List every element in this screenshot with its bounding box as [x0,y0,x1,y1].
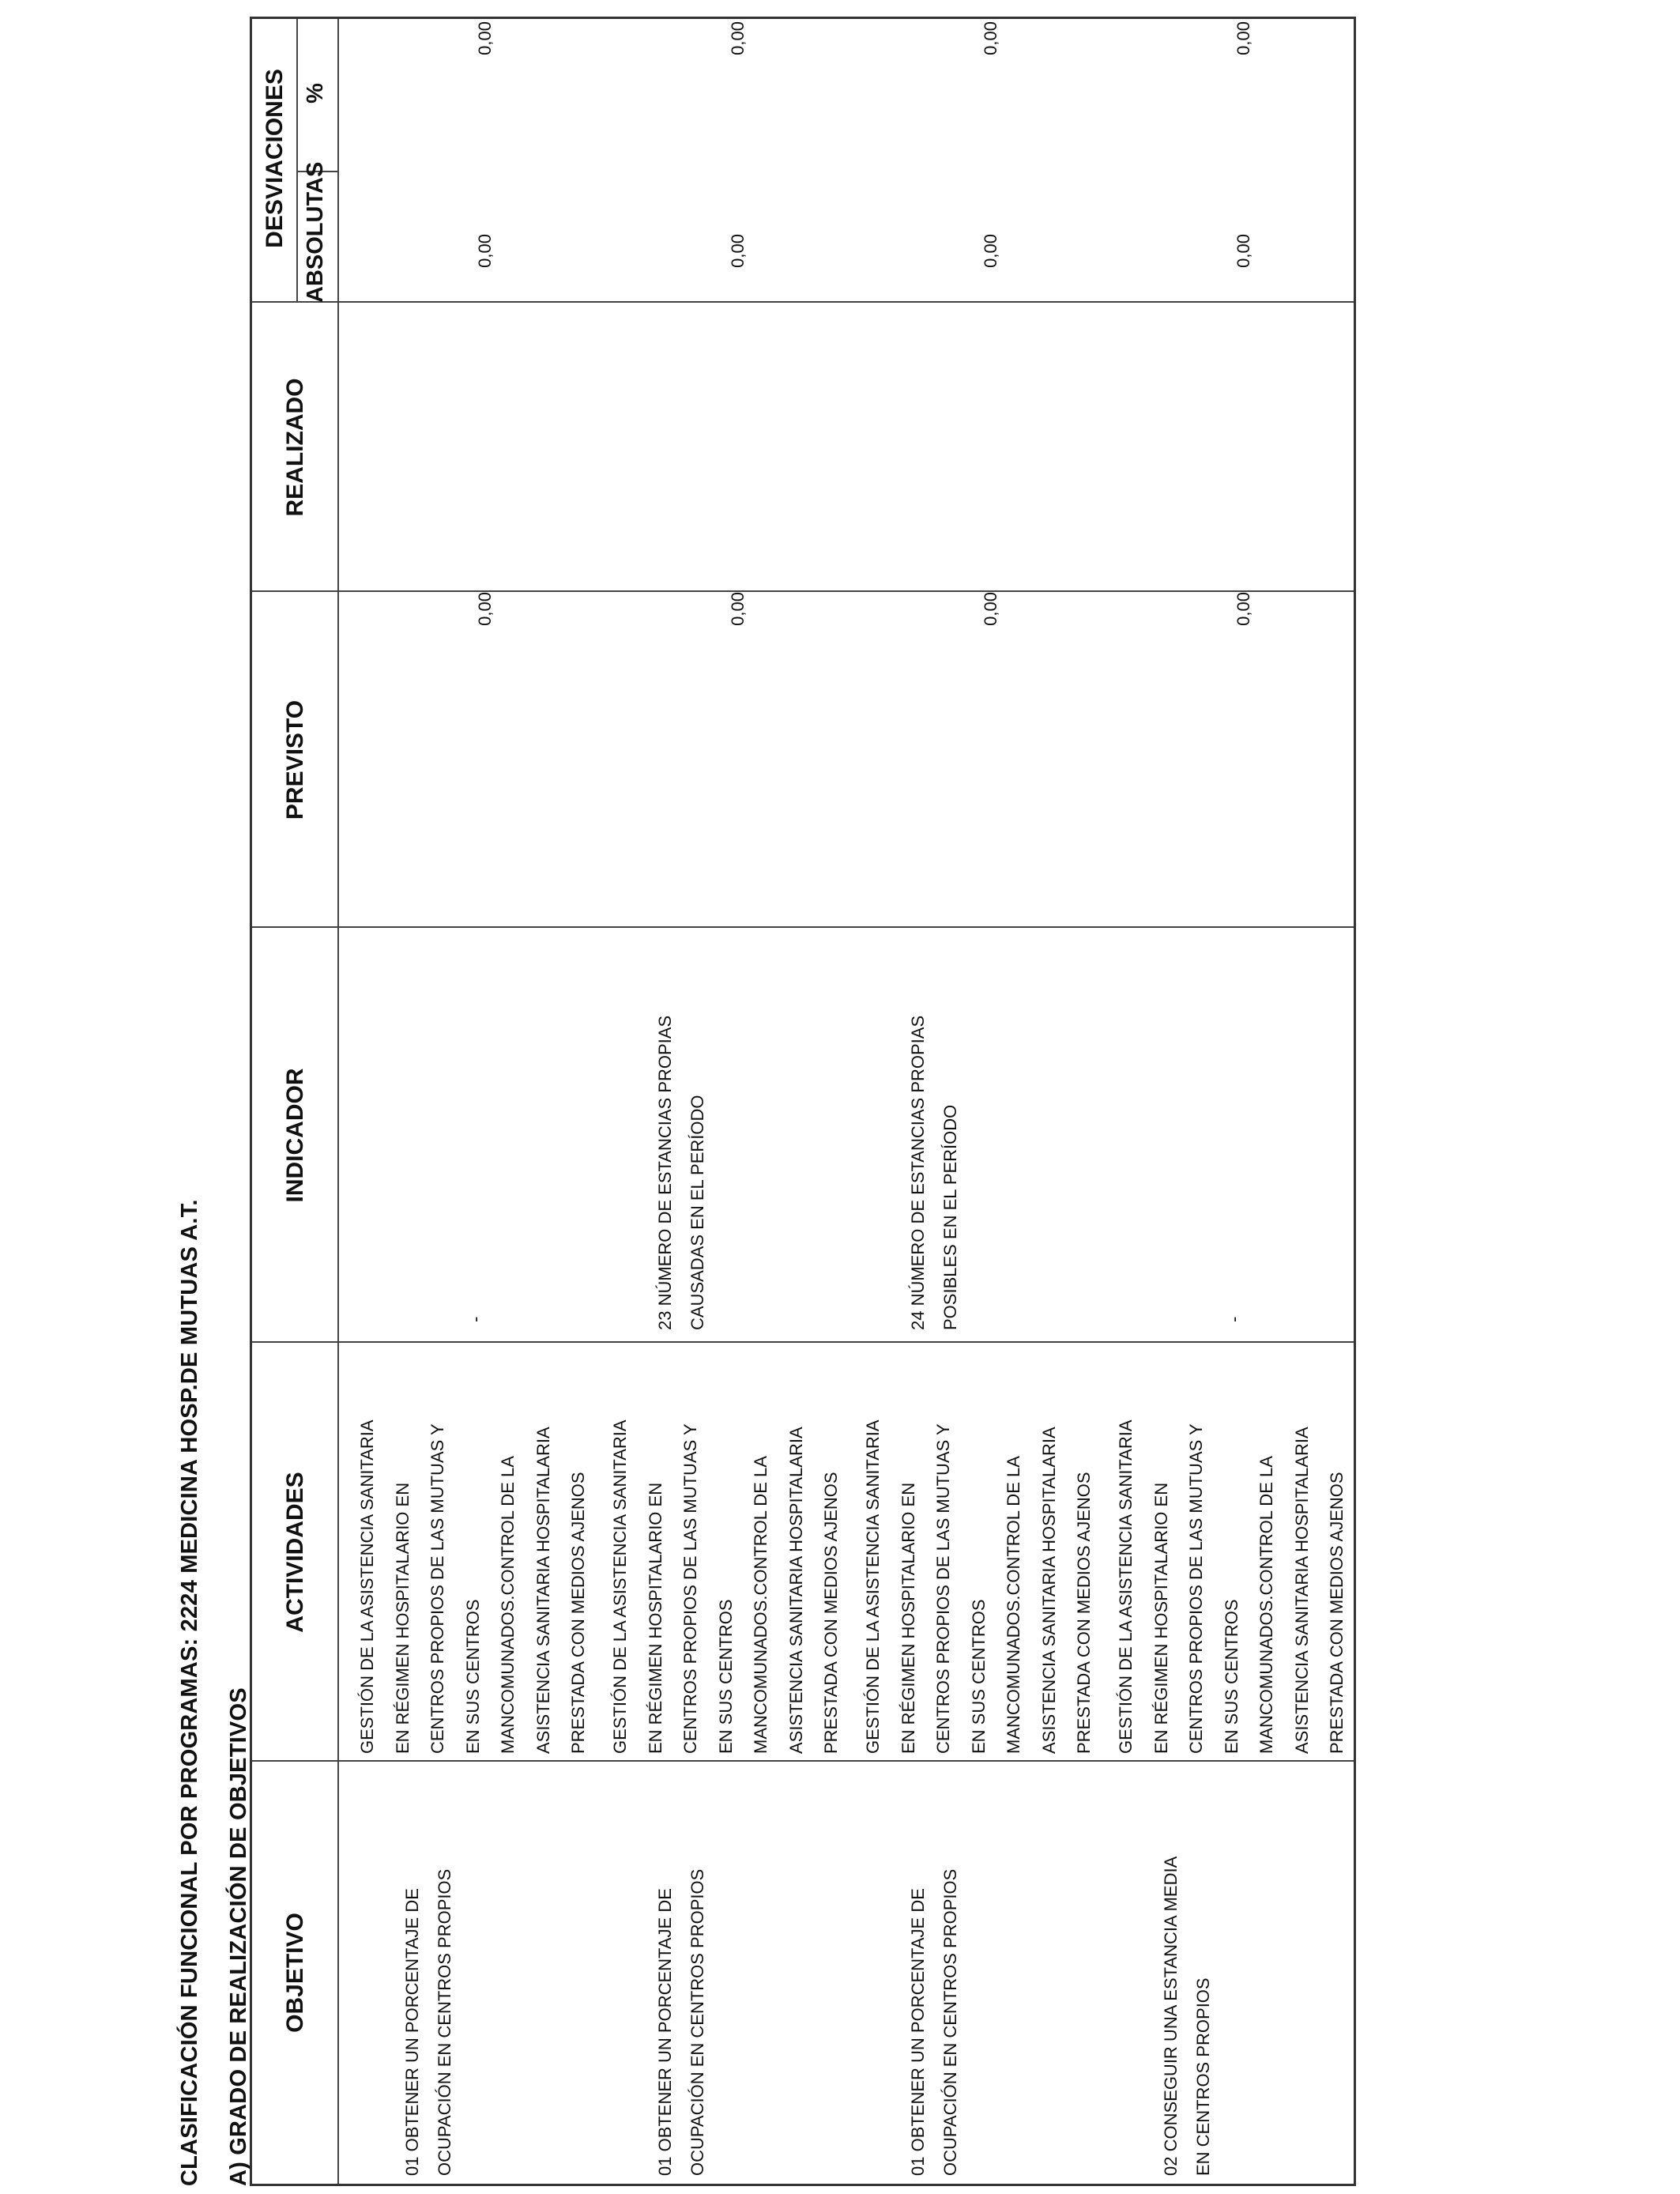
objective-cell: 01 OBTENER UN PORCENTAJE DE OCUPACIÓN EN CENTROS PROPIOS [908,1868,960,2176]
previsto-value: 0,00 [1234,592,1253,626]
indicator-cell: 24 NÚMERO DE ESTANCIAS PROPIAS POSIBLES EN EL PERÍODO [908,1015,960,1330]
header-absolutas: ABSOLUTAS [303,161,328,303]
porcentaje-value: 0,00 [475,21,495,55]
header-indicador: INDICADOR [282,1068,308,1203]
header-objetivo: OBJETIVO [282,1913,308,2033]
porcentaje-value: 0,00 [1234,21,1253,55]
header-previsto: PREVISTO [282,699,308,820]
objective-cell: 01 OBTENER UN PORCENTAJE DE OCUPACIÓN EN CENTROS PROPIOS [655,1868,707,2176]
porcentaje-value: 0,00 [728,21,748,55]
table-row [339,19,592,2184]
objective-cell: 01 OBTENER UN PORCENTAJE DE OCUPACIÓN EN CENTROS PROPIOS [402,1868,454,2176]
realizado-value: 0,00 [1234,234,1253,268]
table-row [845,19,1098,2184]
header-porcentaje: % [303,83,328,104]
header-realizado: REALIZADO [282,378,308,517]
objectives-table [250,17,1356,2186]
realizado-value: 0,00 [981,234,1000,268]
desviaciones-divider [296,19,298,303]
previsto-value: 0,00 [475,592,495,626]
realizado-value: 0,00 [728,234,748,268]
header-actividades: ACTIVIDADES [282,1472,308,1633]
indicator-cell: - [465,1316,485,1322]
objective-cell: 02 CONSEGUIR UNA ESTANCIA MEDIA EN CENTROS PROPIOS [1161,1856,1213,2176]
table-row [592,19,845,2184]
header-desviaciones: DESVIACIONES [262,69,288,248]
realizado-value: 0,00 [475,234,495,268]
previsto-value: 0,00 [981,592,1000,626]
table-row [1098,19,1350,2184]
indicator-cell: - [1224,1316,1244,1322]
activity-cell: GESTIÓN DE LA ASISTENCIA SANITARIA EN RÉGIMEN HOSPITALARIO EN CENTROS PROPIOS DE LAS MUTUAS Y EN SUS CENTROS MANCOMUNADOS.CONTROL DE LA ASISTENCIA SANITARIA HOSPITALARIA PRESTADA CON MEDIOS AJENOS [863,1419,1094,1754]
report-title: CLASIFICACIÓN FUNCIONAL POR PROGRAMAS: 2224 MEDICINA HOSP.DE MUTUAS A.T. [177,1199,202,2186]
indicator-cell: 23 NÚMERO DE ESTANCIAS PROPIAS CAUSADAS EN EL PERÍODO [655,1015,707,1330]
porcentaje-value: 0,00 [981,21,1000,55]
activity-cell: GESTIÓN DE LA ASISTENCIA SANITARIA EN RÉGIMEN HOSPITALARIO EN CENTROS PROPIOS DE LAS MUTUAS Y EN SUS CENTROS MANCOMUNADOS.CONTROL DE LA ASISTENCIA SANITARIA HOSPITALARIA PRESTADA CON MEDIOS AJENOS [357,1419,588,1754]
table-body [339,19,1354,2184]
activity-cell: GESTIÓN DE LA ASISTENCIA SANITARIA EN RÉGIMEN HOSPITALARIO EN CENTROS PROPIOS DE LAS MUTUAS Y EN SUS CENTROS MANCOMUNADOS.CONTROL DE LA ASISTENCIA SANITARIA HOSPITALARIA PRESTADA CON MEDIOS AJENOS [610,1419,841,1754]
activity-cell: GESTIÓN DE LA ASISTENCIA SANITARIA EN RÉGIMEN HOSPITALARIO EN CENTROS PROPIOS DE LAS MUTUAS Y EN SUS CENTROS MANCOMUNADOS.CONTROL DE LA ASISTENCIA SANITARIA HOSPITALARIA PRESTADA CON MEDIOS AJENOS [1116,1419,1347,1754]
section-title: A) GRADO DE REALIZACIÓN DE OBJETIVOS [226,1687,251,2186]
previsto-value: 0,00 [728,592,748,626]
